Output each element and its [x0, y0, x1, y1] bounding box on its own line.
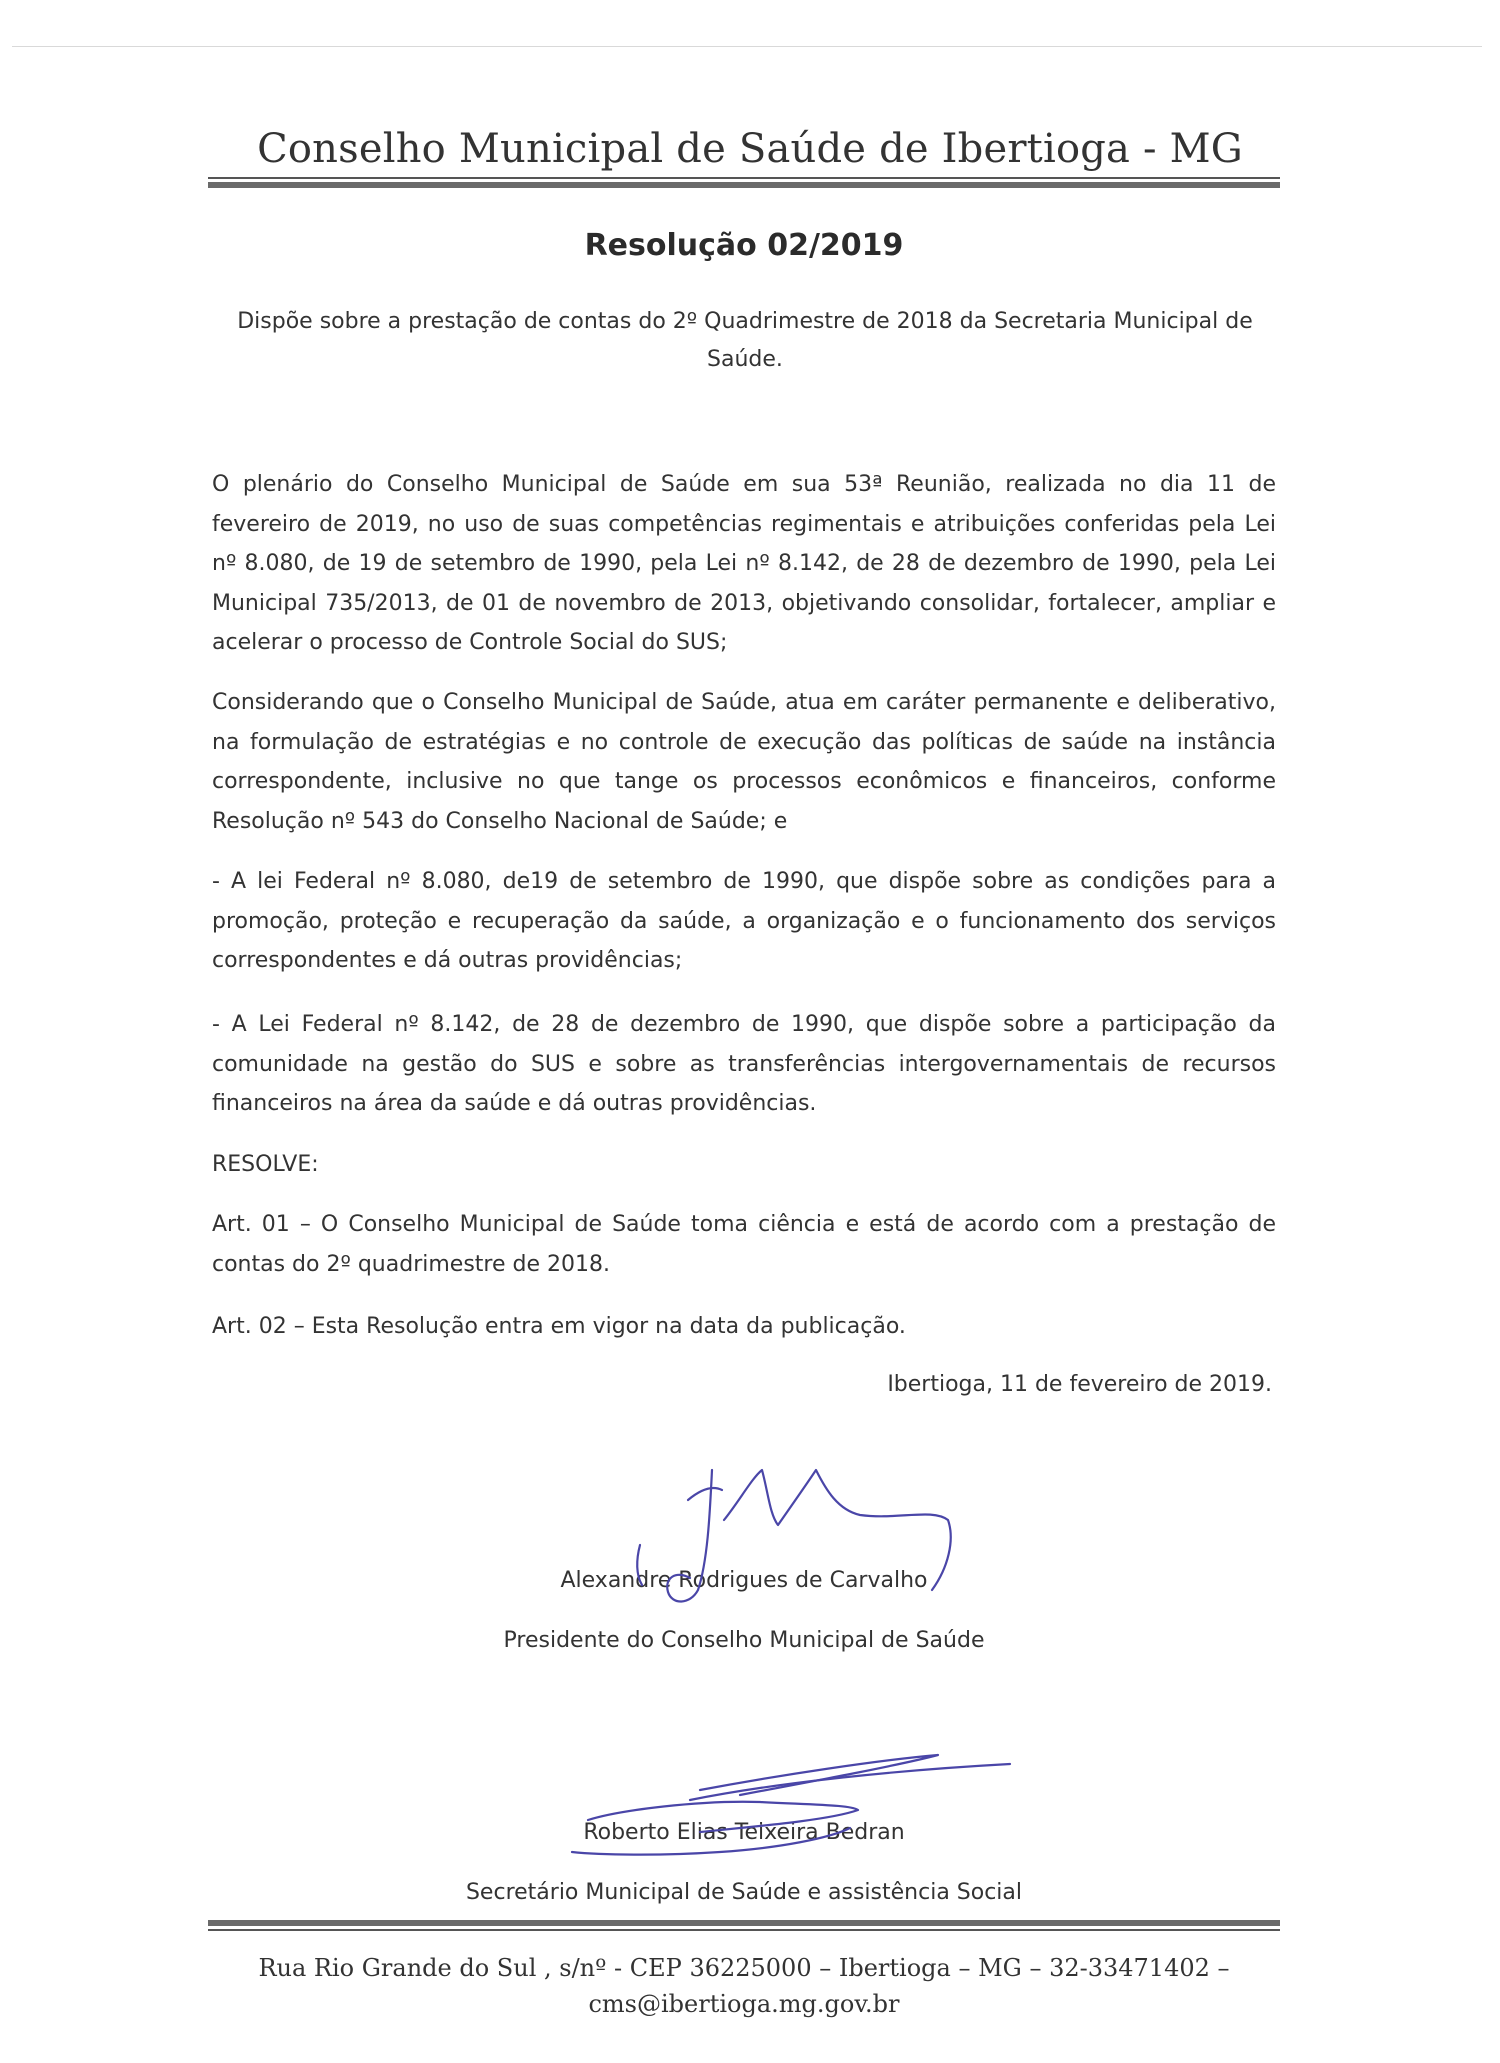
paragraph-text: Art. 02 – Esta Resolução entra em vigor na data da publicação. [212, 1314, 906, 1339]
paragraph-text: O plenário do Conselho Municipal de Saúde em sua 53ª Reunião, realizada no dia 11 de fevereiro de 2019, no uso de suas competências regimentais e atribuições conferidas pela Lei nº 8.080, de 19 de setembro de 1990, pela Lei nº 8.142, de 28 de dezembro de 1990, pela Lei Municipal 735/2013, de 01 de novembro de 2013, objetivando consolidar, fortalecer, ampliar e acelerar o processo de Controle Social do SUS; [212, 472, 1276, 655]
footer-address-line: Rua Rio Grande do Sul , s/nº - CEP 36225000 – Ibertioga – MG – 32-33471402 – [258, 1954, 1230, 1982]
signature-2-stroke [588, 1802, 858, 1832]
paragraph-text: Considerando que o Conselho Municipal de Saúde, atua em caráter permanente e deliberativo, na formulação de estratégias e no controle de execução das políticas de saúde na instância correspondente, inclusive no que tange os processos econômicos e financeiros, conforme Resolução nº 543 do Conselho Nacional de Saúde; e [212, 690, 1276, 834]
footer-email: cms@ibertioga.mg.gov.br [588, 1990, 900, 2018]
paragraph-text: RESOLVE: [212, 1152, 319, 1177]
signature-1-stroke [724, 1470, 951, 1590]
signature-2-stroke [690, 1764, 1010, 1800]
signatory-2-name: Roberto Elias Teixeira Bedran [583, 1820, 905, 1845]
signature-2-stroke [700, 1755, 938, 1795]
signatory-2-role: Secretário Municipal de Saúde e assistência Social [465, 1880, 1023, 1905]
signatory-1-role: Presidente do Conselho Municipal de Saúde [503, 1628, 985, 1653]
place-and-date: Ibertioga, 11 de fevereiro de 2019. [887, 1372, 1272, 1397]
signature-1-stroke [688, 1488, 722, 1500]
council-header-title: Conselho Municipal de Saúde de Ibertioga - MG [257, 126, 1243, 172]
resolution-title: Resolução 02/2019 [584, 228, 904, 263]
signatory-1-name: Alexandre Rodrigues de Carvalho [560, 1568, 928, 1593]
resolution-ementa: Dispõe sobre a prestação de contas do 2º Quadrimestre de 2018 da Secretaria Municipal de Saúde. [237, 309, 1253, 372]
paragraph-text: - A Lei Federal nº 8.142, de 28 de dezembro de 1990, que dispõe sobre a participação da comunidade na gestão do SUS e sobre as transferências intergovernamentais de recursos financeiros na área da saúde e dá outras providências. [212, 1012, 1276, 1116]
paragraph-text: Art. 01 – O Conselho Municipal de Saúde toma ciência e está de acordo com a prestação de contas do 2º quadrimestre de 2018. [212, 1212, 1276, 1277]
paragraph-text: - A lei Federal nº 8.080, de19 de setembro de 1990, que dispõe sobre as condições para a promoção, proteção e recuperação da saúde, a organização e o funcionamento dos serviços correspondentes e dá outras providências; [212, 869, 1276, 973]
signature-1-stroke [637, 1545, 642, 1585]
